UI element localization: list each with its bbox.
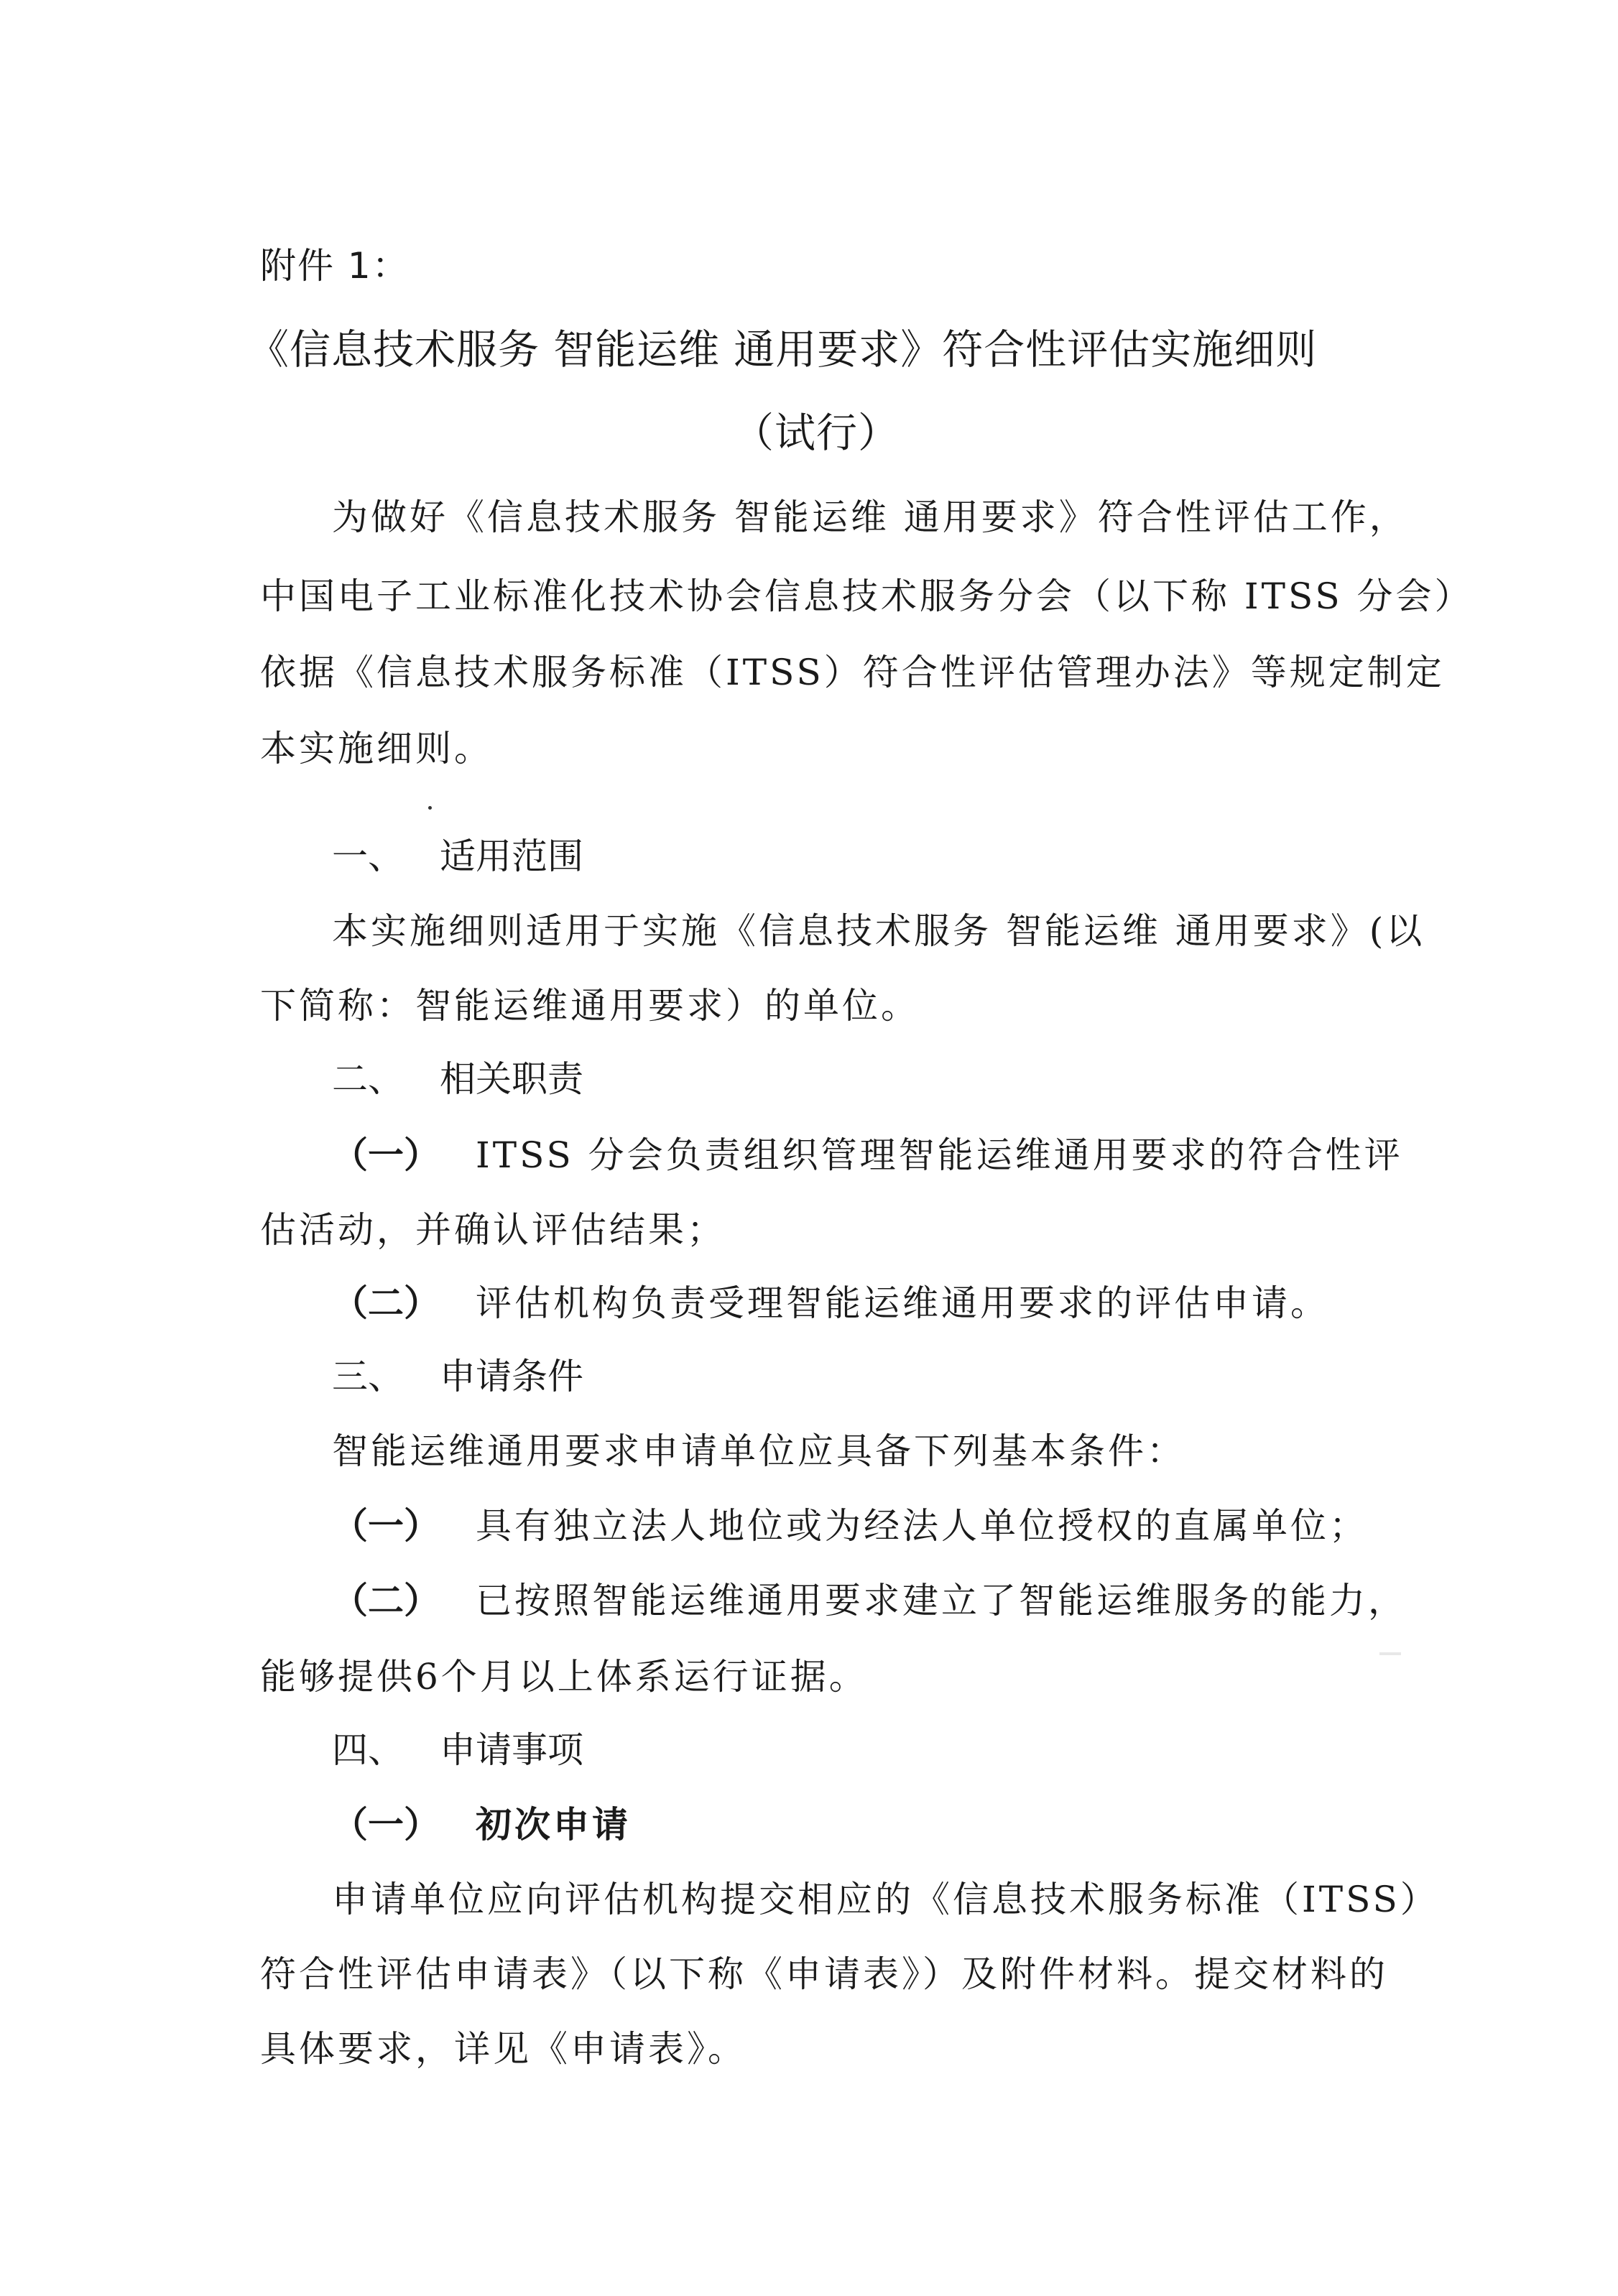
- paragraph-line: 符合性评估申请表》（以下称《申请表》）及附件材料。提交材料的: [260, 1953, 1388, 1995]
- intro-line: 依据《信息技术服务标准（ITSS）符合性评估管理办法》等规定制定: [260, 652, 1445, 693]
- attachment-label: 附件 1：: [260, 245, 410, 287]
- section-heading-scope: [332, 835, 583, 878]
- intro-line: 本实施细则。: [260, 728, 493, 769]
- section-heading-duties: [332, 1057, 583, 1101]
- scan-mark: [1379, 1652, 1401, 1655]
- section-title: 适用范围: [440, 835, 583, 877]
- section-title: 相关职责: [440, 1058, 583, 1100]
- item-number: （二）: [332, 1580, 440, 1621]
- section-number: 四、: [332, 1729, 404, 1771]
- paragraph-line: 下简称：智能运维通用要求）的单位。: [260, 985, 920, 1027]
- item-number: （二）: [332, 1282, 440, 1324]
- section-number: 一、: [332, 835, 404, 877]
- section-number: 三、: [332, 1356, 404, 1397]
- intro-line: 中国电子工业标准化技术协会信息技术服务分会（以下称 ITSS 分会）: [260, 575, 1474, 617]
- section-heading-application: [332, 1728, 583, 1772]
- list-item: [332, 1579, 1407, 1622]
- section-number: 二、: [332, 1058, 404, 1100]
- scan-dot: [428, 806, 432, 810]
- subsection-title: 初次申请: [476, 1803, 631, 1846]
- paragraph-line: 本实施细则适用于实施《信息技术服务 智能运维 通用要求》(以: [332, 910, 1425, 952]
- item-text: 评估机构负责受理智能运维通用要求的评估申请。: [476, 1282, 1329, 1324]
- paragraph-line: 智能运维通用要求申请单位应具备下列基本条件：: [332, 1430, 1185, 1472]
- paragraph-line: 申请单位应向评估机构提交相应的《信息技术服务标准（ITSS）: [332, 1879, 1439, 1920]
- item-text: ITSS 分会负责组织管理智能运维通用要求的符合性评: [476, 1134, 1403, 1176]
- item-text: 具有独立法人地位或为经法人单位授权的直属单位；: [476, 1505, 1368, 1547]
- list-item: [332, 1134, 1403, 1177]
- paragraph-line: 能够提供6个月以上体系运行证据。: [260, 1656, 868, 1698]
- paragraph-line: 具体要求，详见《申请表》。: [260, 2028, 746, 2070]
- section-title: 申请事项: [440, 1729, 583, 1771]
- section-heading-conditions: [332, 1355, 583, 1398]
- document-title-trial: （试行）: [733, 409, 900, 457]
- list-item: [332, 1504, 1368, 1547]
- document-title: 《信息技术服务 智能运维 通用要求》符合性评估实施细则: [248, 326, 1318, 374]
- item-number: （一）: [332, 1505, 440, 1547]
- paragraph-line: 估活动，并确认评估结果；: [260, 1209, 726, 1251]
- section-title: 申请条件: [440, 1356, 583, 1397]
- intro-line: 为做好《信息技术服务 智能运维 通用要求》符合性评估工作，: [332, 496, 1408, 538]
- item-number: （一）: [332, 1134, 440, 1176]
- item-number: （一）: [332, 1804, 440, 1846]
- item-text: 已按照智能运维通用要求建立了智能运维服务的能力，: [476, 1580, 1407, 1621]
- subsection-heading: [332, 1803, 631, 1846]
- list-item: [332, 1282, 1329, 1325]
